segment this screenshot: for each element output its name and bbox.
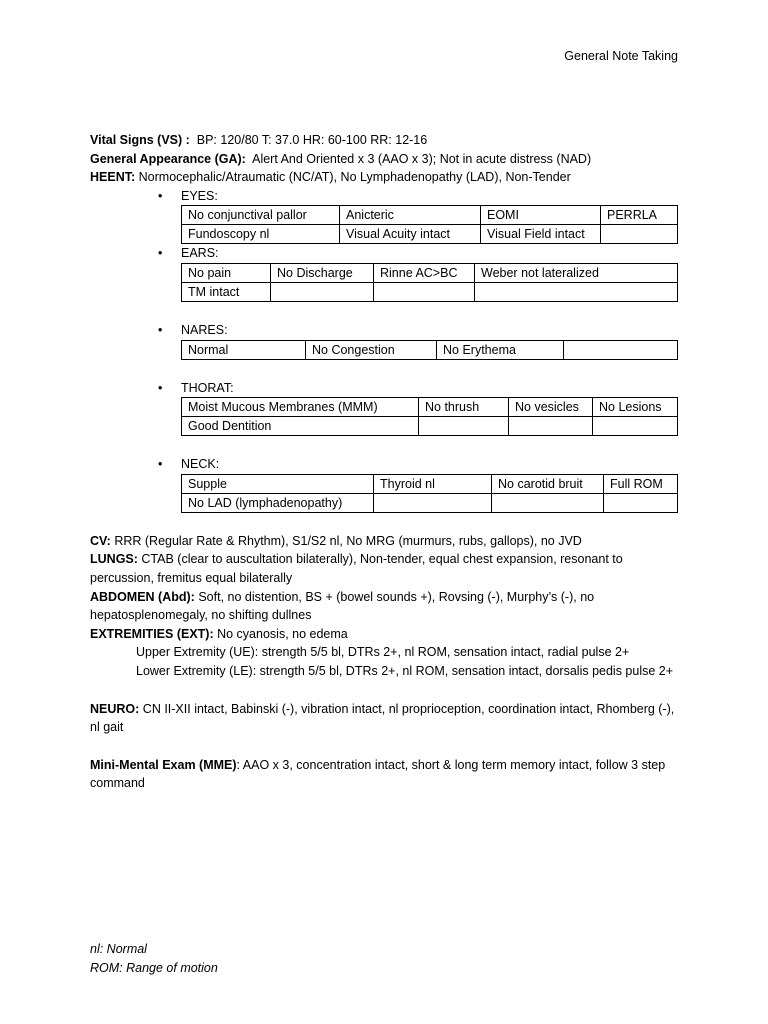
table-cell: No carotid bruit — [492, 474, 604, 493]
bullet-icon: • — [158, 246, 163, 261]
table-row — [182, 225, 678, 244]
table-cell — [509, 417, 593, 436]
bullet-icon: • — [158, 380, 163, 395]
extremities-text: No cyanosis, no edema — [217, 626, 348, 641]
extremities-label: EXTREMITIES (EXT): — [90, 626, 214, 641]
table-cell: No Congestion — [306, 340, 437, 359]
general-appearance-text: Alert And Oriented x 3 (AAO x 3); Not in acute distress (NAD) — [252, 151, 592, 166]
neck-table — [181, 474, 678, 513]
mme-text: : AAO x 3, concentration intact, short & long term memory intact, follow 3 step command — [90, 757, 666, 791]
ears-label: EARS: — [181, 246, 219, 261]
neck-bullet — [90, 455, 680, 474]
table-cell — [374, 282, 475, 301]
vital-signs-text: BP: 120/80 T: 37.0 HR: 60-100 RR: 12-16 — [196, 133, 428, 147]
abdomen-text: Soft, no distention, BS + (bowel sounds +), Rovsing (-), Murphy’s (-), no hepatosplenomegaly, no shifting dullnes — [90, 589, 595, 623]
table-cell: Good Dentition — [182, 417, 419, 436]
table-row — [182, 493, 678, 512]
table-row — [182, 474, 678, 493]
table-cell: Moist Mucous Membranes (MMM) — [182, 398, 419, 417]
table-cell: Anicteric — [340, 206, 481, 225]
table-cell — [271, 282, 374, 301]
ears-bullet — [90, 244, 680, 263]
footnote-nl: nl: Normal — [90, 942, 147, 956]
neuro-paragraph — [90, 700, 680, 737]
eyes-bullet — [90, 187, 680, 206]
table-cell: Fundoscopy nl — [182, 225, 340, 244]
table-cell — [604, 493, 678, 512]
bullet-icon: • — [158, 188, 163, 203]
table-cell — [593, 417, 678, 436]
neuro-text: CN II-XII intact, Babinski (-), vibration intact, nl proprioception, coordination intact, Rhomberg (-), nl gait — [90, 701, 675, 735]
bullet-icon: • — [158, 322, 163, 337]
lungs-text: CTAB (clear to auscultation bilaterally), Non-tender, equal chest expansion, resonant to percussion, fremitus equal bilaterally — [90, 552, 623, 585]
table-cell: Rinne AC>BC — [374, 263, 475, 282]
table-row — [182, 206, 678, 225]
eyes-table — [181, 205, 678, 244]
table-cell: Visual Field intact — [481, 225, 601, 244]
general-appearance-line — [90, 150, 680, 169]
lower-extremity-text: Lower Extremity (LE): strength 5/5 bl, DTRs 2+, nl ROM, sensation intact, dorsalis pedis pulse 2+ — [136, 663, 674, 678]
table-row — [182, 282, 678, 301]
heent-text: Normocephalic/Atraumatic (NC/AT), No Lymphadenopathy (LAD), Non-Tender — [138, 170, 571, 185]
table-cell — [601, 225, 678, 244]
table-row — [182, 263, 678, 282]
footnote-rom: ROM: Range of motion — [90, 960, 218, 975]
general-appearance-label: General Appearance (GA): — [90, 151, 246, 166]
table-cell: Supple — [182, 474, 374, 493]
table-cell: Thyroid nl — [374, 474, 492, 493]
table-cell: Weber not lateralized — [475, 263, 678, 282]
document-header-title: General Note Taking — [564, 49, 678, 63]
table-cell: No conjunctival pallor — [182, 206, 340, 225]
table-cell — [564, 340, 678, 359]
table-cell: No vesicles — [509, 398, 593, 417]
lungs-label: LUNGS: — [90, 552, 138, 567]
throat-table — [181, 397, 678, 436]
table-cell: No Lesions — [593, 398, 678, 417]
eyes-label: EYES: — [181, 188, 218, 203]
table-row — [182, 398, 678, 417]
mme-paragraph — [90, 756, 680, 793]
table-row — [182, 417, 678, 436]
table-cell: Full ROM — [604, 474, 678, 493]
mme-label: Mini-Mental Exam (MME) — [90, 757, 237, 772]
table-cell: TM intact — [182, 282, 271, 301]
abdomen-label: ABDOMEN (Abd): — [90, 589, 195, 604]
bullet-icon: • — [158, 457, 163, 472]
nares-table — [181, 340, 678, 360]
heent-label: HEENT: — [90, 170, 136, 185]
footnotes — [90, 940, 218, 977]
vital-signs-label: Vital Signs (VS) : — [90, 133, 190, 147]
nares-label: NARES: — [181, 322, 228, 337]
cv-label: CV: — [90, 533, 111, 548]
nares-bullet — [90, 321, 680, 340]
upper-extremity-text: Upper Extremity (UE): strength 5/5 bl, DTRs 2+, nl ROM, sensation intact, radial pulse 2+ — [136, 645, 630, 660]
table-cell — [419, 417, 509, 436]
table-cell: Visual Acuity intact — [340, 225, 481, 244]
vital-signs-line — [90, 131, 680, 150]
table-cell: No thrush — [419, 398, 509, 417]
cv-line — [90, 532, 680, 551]
table-cell: No pain — [182, 263, 271, 282]
neuro-label: NEURO: — [90, 701, 140, 716]
table-cell: No Discharge — [271, 263, 374, 282]
table-cell: No Erythema — [437, 340, 564, 359]
abdomen-paragraph — [90, 588, 680, 625]
table-cell: Normal — [182, 340, 306, 359]
throat-label: THORAT: — [181, 380, 234, 395]
throat-bullet — [90, 379, 680, 398]
cv-text: RRR (Regular Rate & Rhythm), S1/S2 nl, No MRG (murmurs, rubs, gallops), no JVD — [114, 533, 582, 548]
ears-table — [181, 263, 678, 302]
table-row — [182, 340, 678, 359]
lungs-paragraph — [90, 550, 680, 587]
extremities-line — [90, 625, 680, 644]
table-cell — [492, 493, 604, 512]
table-cell: EOMI — [481, 206, 601, 225]
heent-line — [90, 168, 680, 187]
table-cell: PERRLA — [601, 206, 678, 225]
neck-label: NECK: — [181, 457, 220, 472]
table-cell: No LAD (lymphadenopathy) — [182, 493, 374, 512]
note-content — [90, 131, 680, 793]
table-cell — [374, 493, 492, 512]
table-cell — [475, 282, 678, 301]
